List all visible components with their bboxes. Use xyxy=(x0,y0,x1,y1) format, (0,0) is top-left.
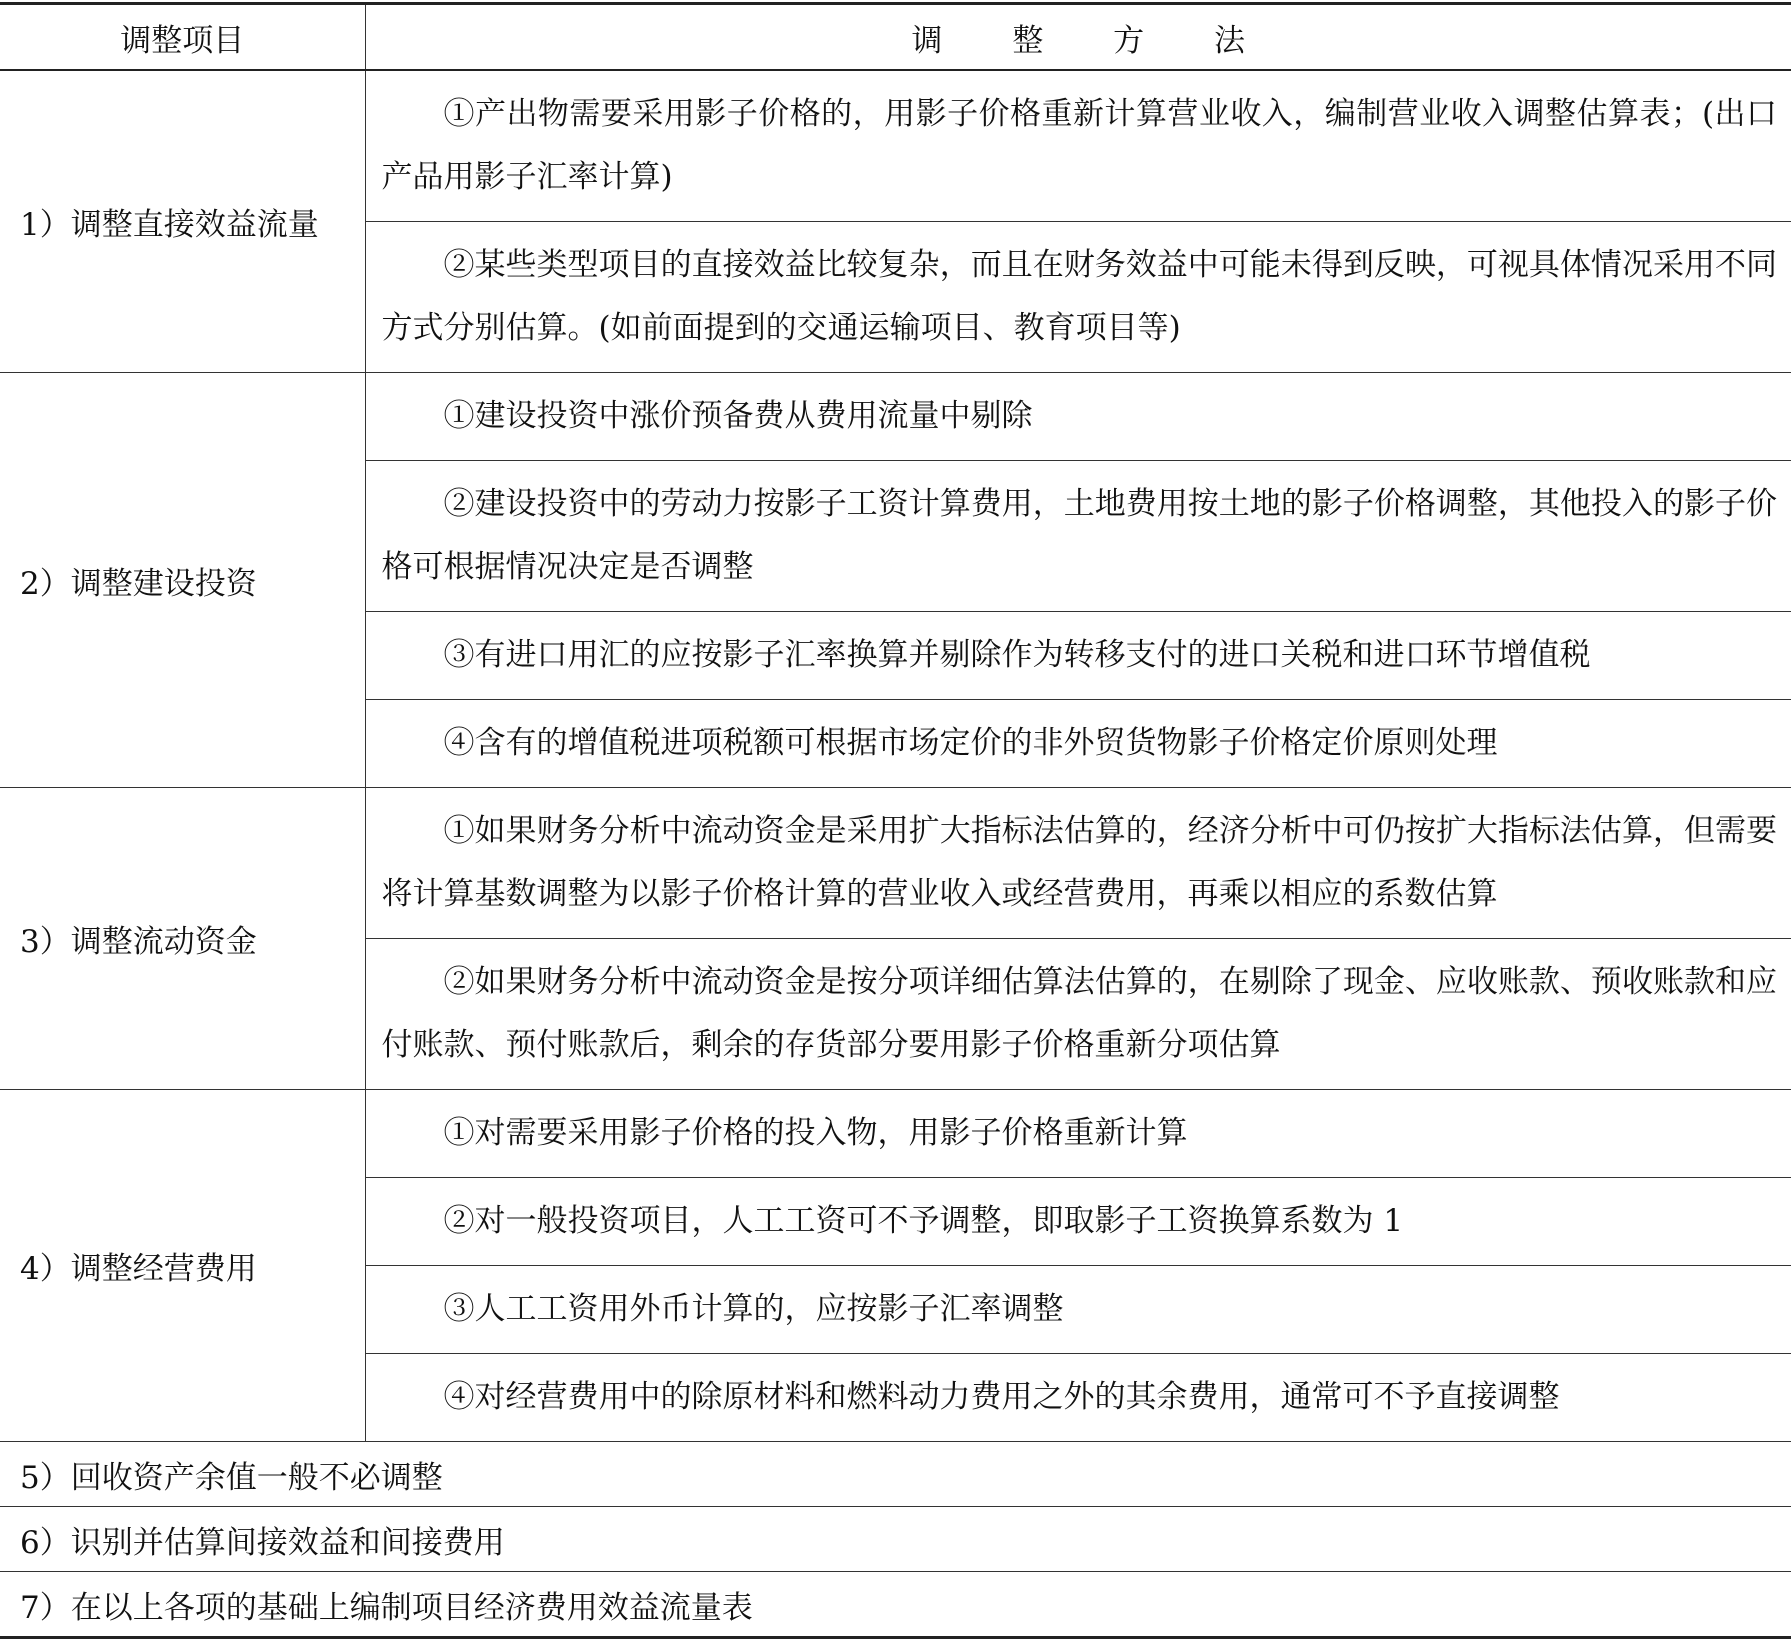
method-text: ①如果财务分析中流动资金是采用扩大指标法估算的，经济分析中可仍按扩大指标法估算，但需要将计算基数调整为以影子价格计算的营业收入或经营费用，再乘以相应的系数估算 xyxy=(381,813,1777,912)
method-cell xyxy=(365,1090,1791,1178)
method-text: ④对经营费用中的除原材料和燃料动力费用之外的其余费用，通常可不予直接调整 xyxy=(443,1379,1560,1415)
table-row xyxy=(0,788,1791,939)
group-item-2: 2）调整建设投资 xyxy=(0,373,365,788)
method-text: ③有进口用汇的应按影子汇率换算并剔除作为转移支付的进口关税和进口环节增值税 xyxy=(443,637,1591,673)
method-cell xyxy=(365,70,1791,222)
table-row xyxy=(0,1572,1791,1638)
method-cell xyxy=(365,461,1791,612)
method-text: ③人工工资用外币计算的，应按影子汇率调整 xyxy=(443,1291,1064,1327)
method-cell xyxy=(365,1266,1791,1354)
method-cell xyxy=(365,222,1791,373)
group-item-4: 4）调整经营费用 xyxy=(0,1090,365,1442)
method-cell xyxy=(365,612,1791,700)
method-cell xyxy=(365,1354,1791,1442)
method-cell xyxy=(365,1178,1791,1266)
method-text: ①产出物需要采用影子价格的，用影子价格重新计算营业收入，编制营业收入调整估算表；(出口产品用影子汇率计算) xyxy=(381,96,1777,195)
table-row xyxy=(0,1442,1791,1507)
adjustment-table xyxy=(0,2,1791,1639)
method-text: ①建设投资中涨价预备费从费用流量中剔除 xyxy=(443,398,1033,434)
method-cell xyxy=(365,939,1791,1090)
method-text: ②对一般投资项目，人工工资可不予调整，即取影子工资换算系数为 1 xyxy=(443,1203,1404,1239)
table-row xyxy=(0,70,1791,222)
table-row xyxy=(0,1507,1791,1572)
group-item-3: 3）调整流动资金 xyxy=(0,788,365,1090)
header-method: 调 整 方 法 xyxy=(365,4,1791,71)
table-row xyxy=(0,373,1791,461)
table-row xyxy=(0,1090,1791,1178)
method-cell xyxy=(365,373,1791,461)
full-row-5: 5）回收资产余值一般不必调整 xyxy=(0,1442,1791,1507)
group-item-1: 1）调整直接效益流量 xyxy=(0,70,365,373)
method-text: ②某些类型项目的直接效益比较复杂，而且在财务效益中可能未得到反映，可视具体情况采用不同方式分别估算。(如前面提到的交通运输项目、教育项目等) xyxy=(381,247,1777,346)
method-cell xyxy=(365,788,1791,939)
method-text: ②如果财务分析中流动资金是按分项详细估算法估算的，在剔除了现金、应收账款、预收账款和应付账款、预付账款后，剩余的存货部分要用影子价格重新分项估算 xyxy=(381,964,1777,1063)
method-text: ④含有的增值税进项税额可根据市场定价的非外贸货物影子价格定价原则处理 xyxy=(443,725,1498,761)
method-cell xyxy=(365,700,1791,788)
full-row-7: 7）在以上各项的基础上编制项目经济费用效益流量表 xyxy=(0,1572,1791,1638)
table-header-row xyxy=(0,4,1791,71)
method-text: ①对需要采用影子价格的投入物，用影子价格重新计算 xyxy=(443,1115,1188,1151)
method-text: ②建设投资中的劳动力按影子工资计算费用，土地费用按土地的影子价格调整，其他投入的影子价格可根据情况决定是否调整 xyxy=(381,486,1777,585)
header-item: 调整项目 xyxy=(0,4,365,71)
full-row-6: 6）识别并估算间接效益和间接费用 xyxy=(0,1507,1791,1572)
